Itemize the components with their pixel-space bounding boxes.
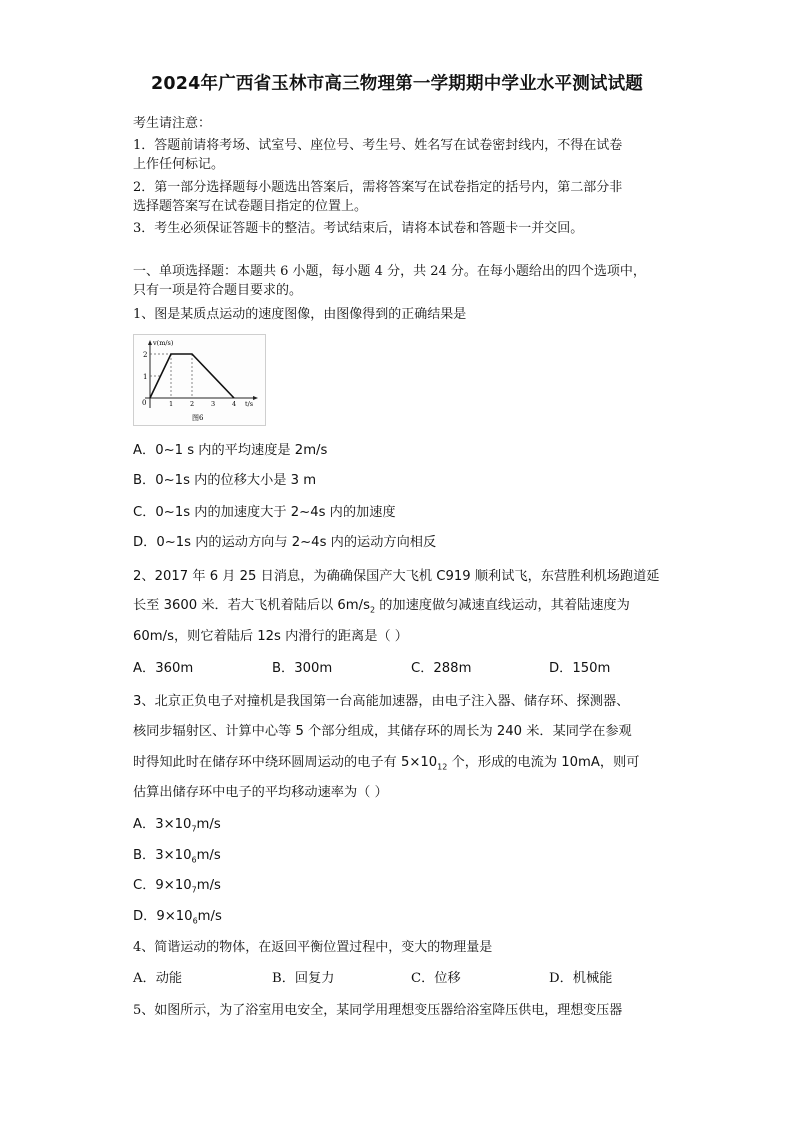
notice-line: 选择题答案写在试卷题目指定的位置上。 — [133, 199, 368, 214]
x-axis-label: t/s — [245, 400, 254, 408]
q3-opt-text: C．9×10 — [133, 878, 192, 893]
q2-unit-sup: 2 — [369, 605, 376, 615]
notice-heading: 考生请注意： — [133, 116, 212, 131]
origin-label: 0 — [142, 399, 147, 407]
y-axis-label: v(m/s) — [153, 339, 174, 347]
question-3-line: 核同步辐射区、计算中心等 5 个部分组成，其储存环的周长为 240 米．某同学在参观 — [133, 724, 632, 739]
notice-line: 2．第一部分选择题每小题选出答案后，需将答案写在试卷指定的括号内，第二部分非 — [133, 180, 623, 195]
q4-option-d: D．机械能 — [549, 971, 613, 986]
q3-exp: 12 — [437, 762, 448, 772]
q2-text: 的加速度做匀减速直线运动，其着陆速度为 — [375, 598, 630, 613]
q4-option-b: B．回复力 — [272, 971, 335, 986]
q3-opt-text: D．9×10 — [133, 909, 193, 924]
q4-option-a: A．动能 — [133, 971, 183, 986]
graph-frame — [134, 335, 266, 426]
q3-opt-text: A．3×10 — [133, 817, 192, 832]
q3-opt-exp: 6 — [191, 855, 197, 865]
notice-line: 3．考生必须保证答题卡的整洁。考试结束后，请将本试卷和答题卡一并交回。 — [133, 221, 584, 236]
q3-opt-exp: 6 — [192, 916, 198, 926]
q2-text: 长至 3600 米．若大飞机着陆后以 6m/s — [133, 598, 370, 613]
q3-option-c — [133, 878, 221, 899]
q3-opt-unit: m/s — [196, 878, 221, 893]
question-3-line: 3、北京正负电子对撞机是我国第一台高能加速器，由电子注入器、储存环、探测器、 — [133, 694, 630, 709]
question-2-line: 2、2017 年 6 月 25 日消息，为确确保国产大飞机 C919 顺利试飞，东营胜利机场跑道延 — [133, 569, 660, 584]
question-5-stem: 5、如图所示，为了浴室用电安全，某同学用理想变压器给浴室降压供电，理想变压器 — [133, 1003, 623, 1018]
x-tick-label: 2 — [190, 400, 195, 408]
y-tick-label: 1 — [143, 373, 148, 381]
notice-line: 1．答题前请将考场、试室号、座位号、考生号、姓名写在试卷密封线内，不得在试卷 — [133, 138, 623, 153]
q3-option-d — [133, 909, 222, 930]
velocity-time-graph — [133, 334, 266, 426]
question-1-stem: 1、图是某质点运动的速度图像，由图像得到的正确结果是 — [133, 307, 467, 322]
page-title: 2024年广西省玉林市高三物理第一学期期中学业水平测试试题 — [150, 74, 643, 94]
q3-opt-exp: 7 — [191, 885, 197, 895]
x-tick-label: 3 — [211, 400, 216, 408]
section-heading: 一、单项选择题：本题共 6 小题，每小题 4 分，共 24 分。在每小题给出的四个选项中， — [133, 264, 646, 279]
question-3-line — [133, 755, 639, 776]
q2-option-a: A．360m — [133, 661, 194, 676]
question-4-stem: 4、简谐运动的物体，在返回平衡位置过程中，变大的物理量是 — [133, 940, 493, 955]
q2-option-d: D．150m — [549, 661, 611, 676]
q3-opt-text: B．3×10 — [133, 848, 192, 863]
q1-option-c: C．0~1s 内的加速度大于 2~4s 内的加速度 — [133, 505, 396, 520]
y-tick-label: 2 — [143, 351, 148, 359]
q3-text: 个，形成的电流为 10mA，则可 — [447, 755, 640, 770]
q2-option-c: C．288m — [411, 661, 472, 676]
question-2-line: 60m/s，则它着陆后 12s 内滑行的距离是（ ） — [133, 629, 408, 644]
section-heading-cont: 只有一项是符合题目要求的。 — [133, 283, 303, 298]
q3-opt-exp: 7 — [191, 824, 197, 834]
q3-opt-unit: m/s — [197, 909, 222, 924]
q1-option-a: A．0~1 s 内的平均速度是 2m/s — [133, 443, 328, 458]
q3-option-b — [133, 848, 221, 869]
figure-caption: 图6 — [192, 414, 204, 422]
q4-option-c: C．位移 — [411, 971, 461, 986]
q2-option-b: B．300m — [272, 661, 333, 676]
x-tick-label: 4 — [232, 400, 237, 408]
question-2-line — [133, 598, 630, 619]
q3-opt-unit: m/s — [196, 817, 221, 832]
q3-opt-unit: m/s — [196, 848, 221, 863]
notice-line: 上作任何标记。 — [133, 157, 225, 172]
q3-text: 时得知此时在储存环中绕环圆周运动的电子有 5×10 — [133, 755, 438, 770]
x-tick-label: 1 — [169, 400, 174, 408]
q3-option-a — [133, 817, 221, 838]
q1-option-b: B．0~1s 内的位移大小是 3 m — [133, 473, 317, 488]
question-3-line: 估算出储存环中电子的平均移动速率为（ ） — [133, 785, 388, 800]
q1-option-d: D．0~1s 内的运动方向与 2~4s 内的运动方向相反 — [133, 535, 437, 550]
